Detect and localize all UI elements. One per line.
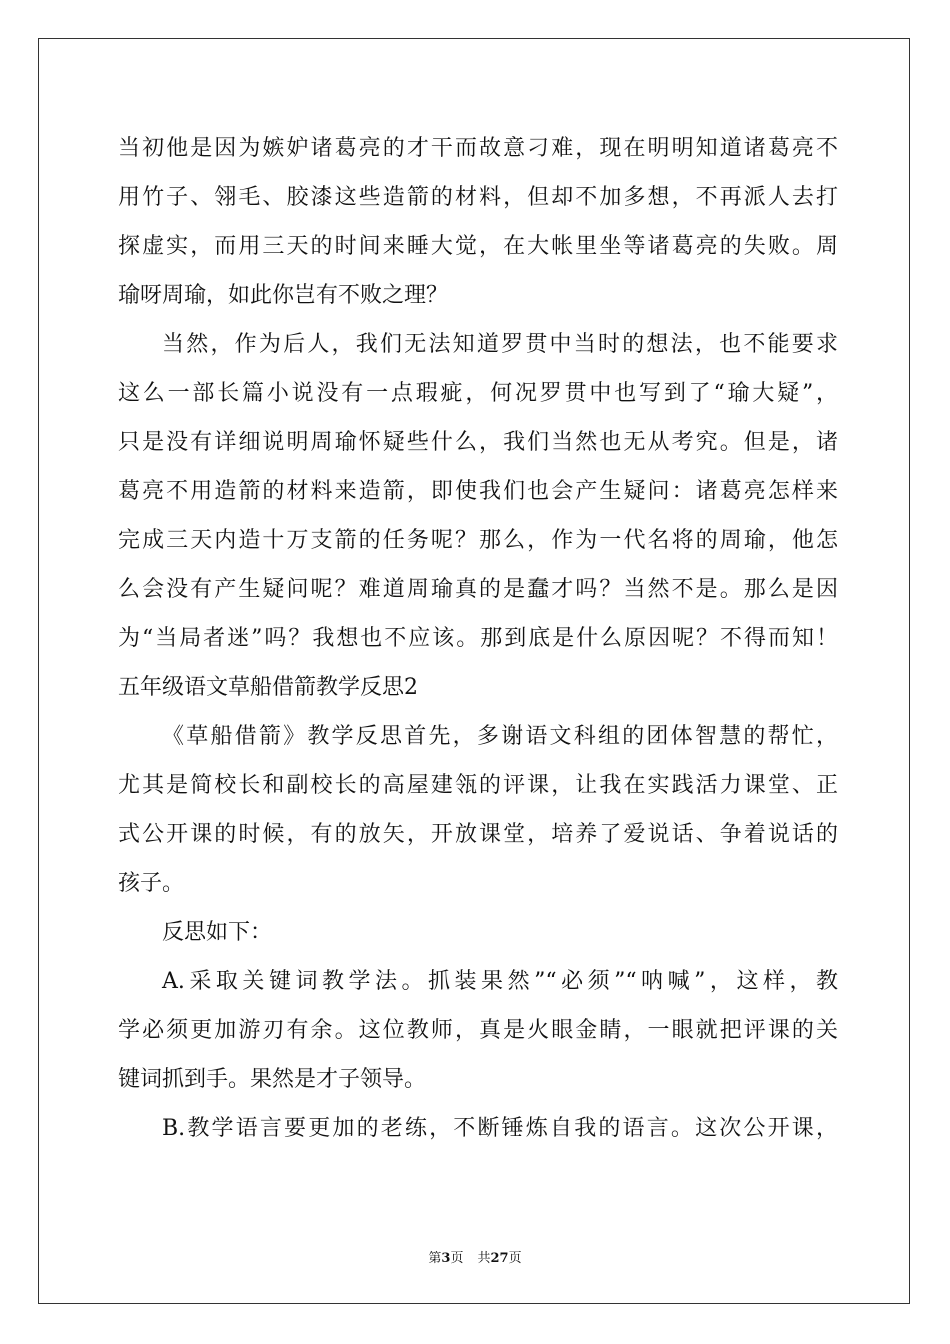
text-line: 式公开课的时候，有的放矢，开放课堂，培养了爱说话、争着说话的 — [118, 822, 838, 847]
text-line: 反思如下： — [162, 920, 273, 945]
text-line: 孩子。 — [118, 871, 185, 896]
text-line: 当然，作为后人，我们无法知道罗贯中当时的想法，也不能要求 — [162, 332, 838, 357]
text-line: 尤其是简校长和副校长的高屋建瓴的评课，让我在实践活力课堂、正 — [118, 773, 838, 798]
text-line: 完成三天内造十万支箭的任务呢？那么，作为一代名将的周瑜，他怎 — [118, 528, 838, 553]
text-line: 当初他是因为嫉妒诸葛亮的才干而故意刁难，现在明明知道诸葛亮不 — [118, 136, 838, 161]
text-line: 五年级语文草船借箭教学反思2 — [118, 675, 418, 700]
text-line: 瑜呀周瑜，如此你岂有不败之理？ — [118, 283, 449, 308]
text-line: 这么一部长篇小说没有一点瑕疵，何况罗贯中也写到了“瑜大疑”， — [118, 381, 838, 406]
text-line: 学必须更加游刃有余。这位教师，真是火眼金睛，一眼就把评课的关 — [118, 1018, 838, 1043]
footer-total-prefix: 共 — [477, 1251, 491, 1266]
text-line: 键词抓到手。果然是才子领导。 — [118, 1067, 427, 1092]
page-footer — [0, 1247, 950, 1266]
footer-page-number: 3 — [441, 1251, 451, 1266]
text-line: 《草船借箭》教学反思首先，多谢语文科组的团体智慧的帮忙， — [162, 724, 838, 749]
text-line: A.采取关键词教学法。抓装果然”“必须”“呐喊”，这样，教 — [162, 969, 838, 994]
text-line: 只是没有详细说明周瑜怀疑些什么，我们当然也无从考究。但是，诸 — [118, 430, 838, 455]
document-body — [118, 124, 838, 1153]
text-line: B.教学语言要更加的老练，不断锤炼自我的语言。这次公开课， — [162, 1116, 838, 1141]
text-line: 葛亮不用造箭的材料来造箭，即使我们也会产生疑问：诸葛亮怎样来 — [118, 479, 838, 504]
footer-page-prefix: 第 — [428, 1251, 442, 1266]
text-line: 探虚实，而用三天的时间来睡大觉，在大帐里坐等诸葛亮的失败。周 — [118, 234, 838, 259]
footer-page-suffix: 页 — [450, 1251, 464, 1266]
footer-total-suffix: 页 — [508, 1251, 522, 1266]
text-line: 为“当局者迷”吗？我想也不应该。那到底是什么原因呢？不得而知！ — [118, 626, 838, 651]
text-line: 么会没有产生疑问呢？难道周瑜真的是蠢才吗？当然不是。那么是因 — [118, 577, 838, 602]
text-line: 用竹子、翎毛、胶漆这些造箭的材料，但却不加多想，不再派人去打 — [118, 185, 838, 210]
footer-total-pages: 27 — [490, 1251, 509, 1266]
